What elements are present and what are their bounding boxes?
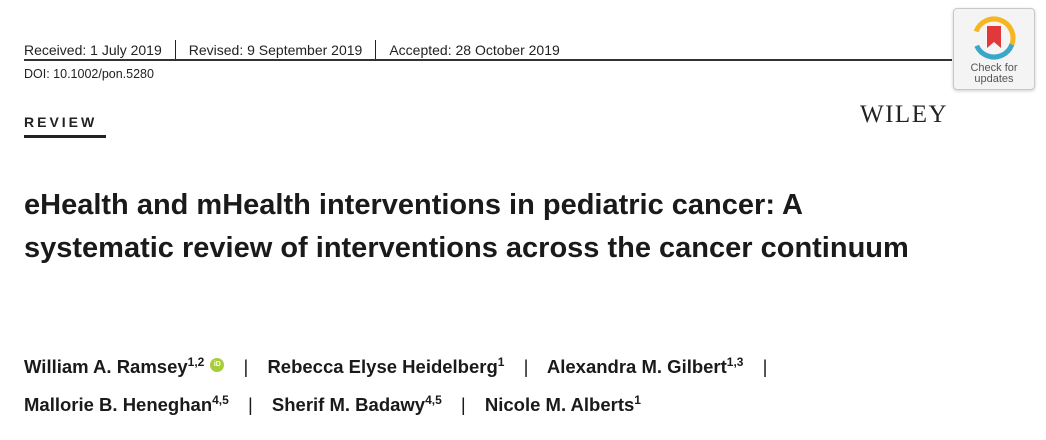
date-divider <box>175 40 176 60</box>
author-name[interactable]: Sherif M. Badawy <box>271 394 426 415</box>
author-name[interactable]: William A. Ramsey <box>24 356 188 377</box>
author-affiliation: 1,3 <box>726 355 744 369</box>
check-for-updates-label: Check for updates <box>970 62 1018 85</box>
check-for-updates-button[interactable] <box>953 8 1035 90</box>
revised-date: Revised: 9 September 2019 <box>188 42 363 58</box>
author-affiliation: 1 <box>497 355 505 369</box>
author-separator: | <box>243 356 249 377</box>
article-title: eHealth and mHealth interventions in pediatric cancer: A systematic review of interventions across the cancer continuum <box>24 189 909 264</box>
accepted-date: Accepted: 28 October 2019 <box>389 42 560 58</box>
author-separator: | <box>247 394 253 415</box>
author-list <box>24 348 1024 424</box>
author-line <box>24 386 1024 424</box>
author-name[interactable]: Rebecca Elyse Heidelberg <box>267 356 498 377</box>
author-name[interactable]: Mallorie B. Heneghan <box>24 394 213 415</box>
author-separator: | <box>762 356 768 377</box>
date-divider <box>375 40 376 60</box>
author-name[interactable]: Alexandra M. Gilbert <box>546 356 727 377</box>
author-affiliation: 1,2 <box>187 355 205 369</box>
history-dates <box>24 40 560 60</box>
article-type-underline <box>24 135 106 138</box>
crossmark-icon <box>972 16 1016 60</box>
author-affiliation: 1 <box>634 393 641 407</box>
article-type: REVIEW <box>24 114 98 130</box>
header-rule <box>24 59 952 61</box>
author-affiliation: 4,5 <box>425 393 442 407</box>
publisher-logo: WILEY <box>860 101 949 128</box>
author-affiliation: 4,5 <box>212 393 229 407</box>
received-date: Received: 1 July 2019 <box>24 42 162 58</box>
author-line <box>24 348 1024 386</box>
author-separator: | <box>460 394 466 415</box>
doi: DOI: 10.1002/pon.5280 <box>24 67 154 81</box>
author-name[interactable]: Nicole M. Alberts <box>484 394 635 415</box>
author-separator: | <box>523 356 529 377</box>
orcid-icon[interactable]: iD <box>210 358 224 372</box>
